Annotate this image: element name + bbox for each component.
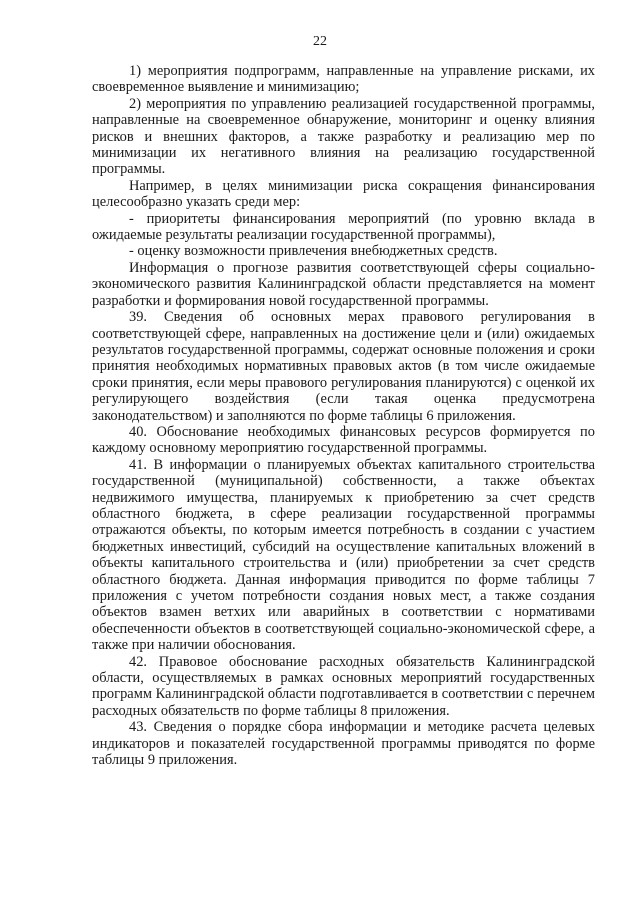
paragraph: Информация о прогнозе развития соответствующей сферы социально-экономического развития Калининградской области представляется на момент разработки и формирования новой государственной программы. <box>92 259 595 309</box>
paragraph: - оценку возможности привлечения внебюджетных средств. <box>129 243 498 260</box>
document-body <box>92 63 595 768</box>
paragraph: 2) мероприятия по управлению реализацией государственной программы, направленные на своевременное обнаружение, мониторинг и оценку влияния рисков и внешних факторов, а также разработку и реализацию мер по минимизации их негативного влияния на реализацию государственной программы. <box>92 95 595 178</box>
paragraph: 42. Правовое обоснование расходных обязательств Калининградской области, осуществляемых в рамках основных мероприятий государственных программ Калининградской области подготавливается в соответствии с перечнем расходных обязательств по форме таблицы 8 приложения. <box>92 653 595 719</box>
paragraph: 40. Обоснование необходимых финансовых ресурсов формируется по каждому основному мероприятию государственной программы. <box>92 423 595 457</box>
page-number: 22 <box>313 34 327 49</box>
paragraph: 43. Сведения о порядке сбора информации и методике расчета целевых индикаторов и показателей государственной программы приводятся по форме таблицы 9 приложения. <box>92 719 595 769</box>
paragraph: 41. В информации о планируемых объектах капитального строительства государственной (муниципальной) собственности, а также объектах недвижимого имущества, планируемых к приобретению за счет средств областного бюджета, в сфере реализации государственной программы отражаются объекты, по которым имеется потребность в создании с участием бюджетных инвестиций, субсидий на осуществление капитальных вложений в объекты капитального строительства и (или) приобретении за счет средств областного бюджета. Данная информация приводится по форме таблицы 7 приложения с учетом потребности создания новых мест, а также создания объектов взамен ветхих или аварийных в соответствии с нормативами обеспеченности объектов в соответствующей социально-экономической сфере, а также при наличии обоснования. <box>92 456 595 654</box>
paragraph: 1) мероприятия подпрограмм, направленные на управление рисками, их своевременное выявление и минимизацию; <box>92 63 595 96</box>
paragraph: 39. Сведения об основных мерах правового регулирования в соответствующей сфере, направленных на достижение цели и (или) ожидаемых результатов государственной программы, содержат основные положения и сроки принятия необходимых нормативных правовых актов (в том числе ожидаемые сроки принятия, если меры правового регулирования планируются) с оценкой их регулирующего воздействия (если такая оценка предусмотрена законодательством) и заполняются по форме таблицы 6 приложения. <box>92 309 595 424</box>
paragraph: Например, в целях минимизации риска сокращения финансирования целесообразно указать среди мер: <box>92 177 595 211</box>
paragraph: - приоритеты финансирования мероприятий (по уровню вклада в ожидаемые результаты реализации государственной программы), <box>92 210 595 244</box>
